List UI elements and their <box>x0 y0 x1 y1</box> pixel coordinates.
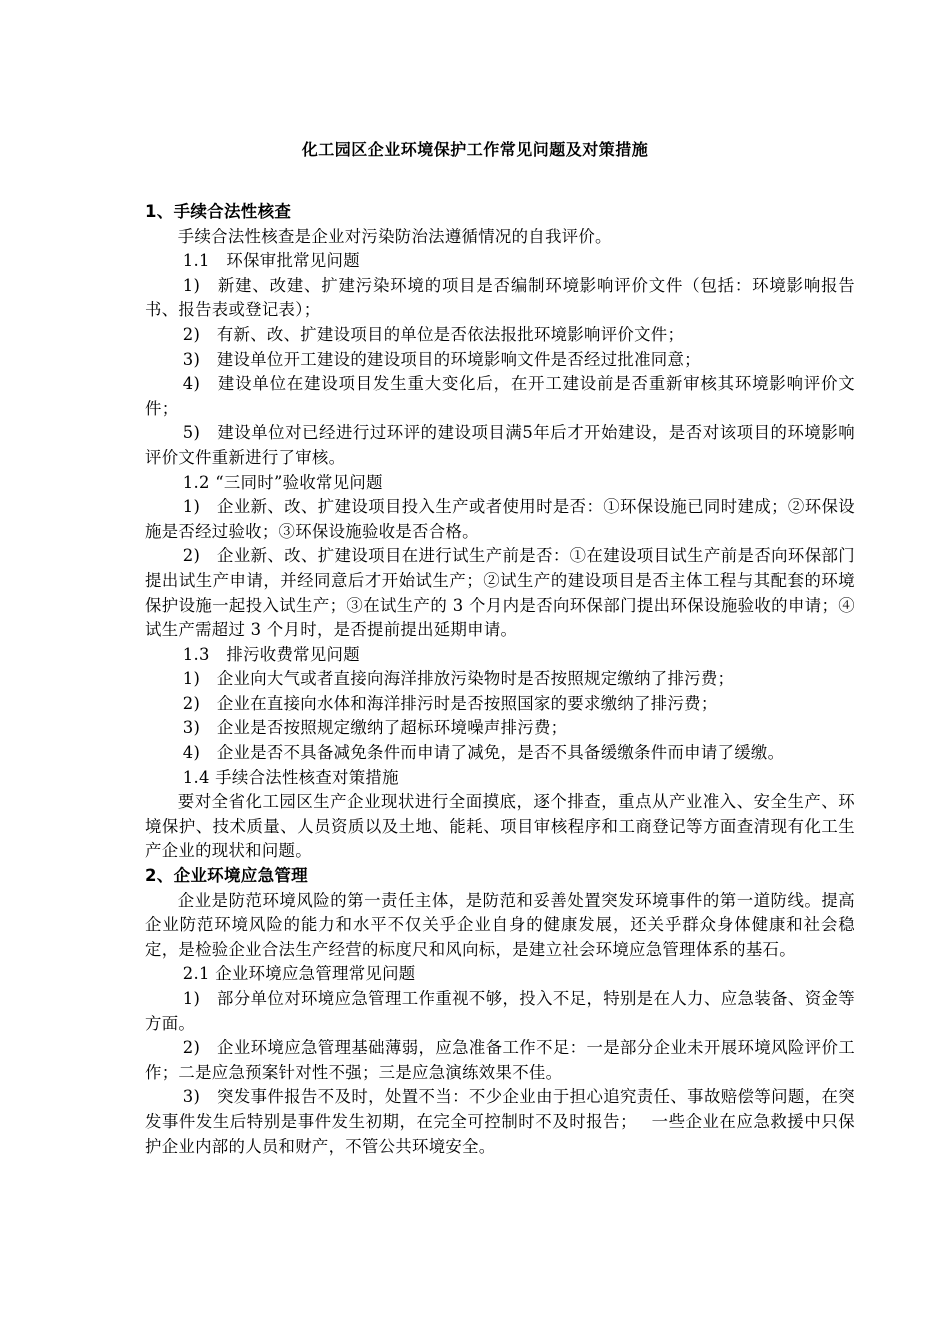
paragraph: 手续合法性核查是企业对污染防治法遵循情况的自我评价。 <box>177 226 612 246</box>
subheading: 1.1 环保审批常见问题 <box>182 251 360 271</box>
list-item: 1) 新建、改建、扩建污染环境的项目是否编制环境影响评价文件（包括：环境影响报告书、报告表或登记表）； <box>145 275 855 320</box>
list-item: 4) 企业是否不具备减免条件而申请了减免，是否不具备缓缴条件而申请了缓缴。 <box>182 743 785 763</box>
list-item: 2) 企业在直接向水体和海洋排污时是否按照国家的要求缴纳了排污费； <box>182 693 718 713</box>
subheading: 1.3 排污收费常见问题 <box>182 644 360 664</box>
section-heading: 2、企业环境应急管理 <box>145 866 308 886</box>
list-item: 2) 企业环境应急管理基础薄弱，应急准备工作不足：一是部分企业未开展环境风险评价工作；二是应急预案针对性不强；三是应急演练效果不佳。 <box>145 1038 855 1082</box>
list-item: 1) 部分单位对环境应急管理工作重视不够，投入不足，特别是在人力、应急装备、资金等方面。 <box>145 989 855 1033</box>
document-body <box>145 200 855 1159</box>
list-item: 2) 有新、改、扩建设项目的单位是否依法报批环境影响评价文件； <box>182 324 685 344</box>
list-item: 1) 企业向大气或者直接向海洋排放污染物时是否按照规定缴纳了排污费； <box>182 669 735 689</box>
list-item: 5) 建设单位对已经进行过环评的建设项目满5年后才开始建设，是否对该项目的环境影响评价文件重新进行了审核。 <box>145 423 855 467</box>
list-item: 3) 建设单位开工建设的建设项目的环境影响文件是否经过批准同意； <box>182 349 701 369</box>
list-item: 3) 突发事件报告不及时，处置不当：不少企业由于担心追究责任、事故赔偿等问题，在突发事件发生后特别是事件发生初期，在完全可控制时不及时报告； 一些企业在应急救援中只保护企业内部的人员和财产，不管公共环境安全。 <box>145 1087 855 1156</box>
subheading: 1.4 手续合法性核查对策措施 <box>182 767 399 787</box>
paragraph: 要对全省化工园区生产企业现状进行全面摸底，逐个排查，重点从产业准入、安全生产、环境保护、技术质量、人员资质以及土地、能耗、项目审核程序和工商登记等方面查清现有化工生产企业的现状和问题。 <box>145 792 855 861</box>
subheading: 1.2 “三同时”验收常见问题 <box>182 472 383 492</box>
list-item: 3) 企业是否按照规定缴纳了超标环境噪声排污费； <box>182 718 568 738</box>
paragraph: 企业是防范环境风险的第一责任主体，是防范和妥善处置突发环境事件的第一道防线。提高企业防范环境风险的能力和水平不仅关乎企业自身的健康发展，还关乎群众身体健康和社会稳定，是检验企业合法生产经营的标度尺和风向标，是建立社会环境应急管理体系的基石。 <box>145 890 855 959</box>
list-item: 4) 建设单位在建设项目发生重大变化后，在开工建设前是否重新审核其环境影响评价文件； <box>145 374 855 418</box>
list-item: 1) 企业新、改、扩建设项目投入生产或者使用时是否：①环保设施已同时建成；②环保设施是否经过验收；③环保设施验收是否合格。 <box>145 497 855 541</box>
list-item: 2) 企业新、改、扩建设项目在进行试生产前是否：①在建设项目试生产前是否向环保部门提出试生产申请，并经同意后才开始试生产；②试生产的建设项目是否主体工程与其配套的环境保护设施一起投入试生产；③在试生产的 3 个月内是否向环保部门提出环保设施验收的申请；④试生产需超过 3 个月时，是否提前提出延期申请。 <box>145 546 855 640</box>
subheading: 2.1 企业环境应急管理常见问题 <box>182 964 416 984</box>
document-title: 化工园区企业环境保护工作常见问题及对策措施 <box>301 140 649 159</box>
section-heading: 1、手续合法性核查 <box>145 202 292 221</box>
